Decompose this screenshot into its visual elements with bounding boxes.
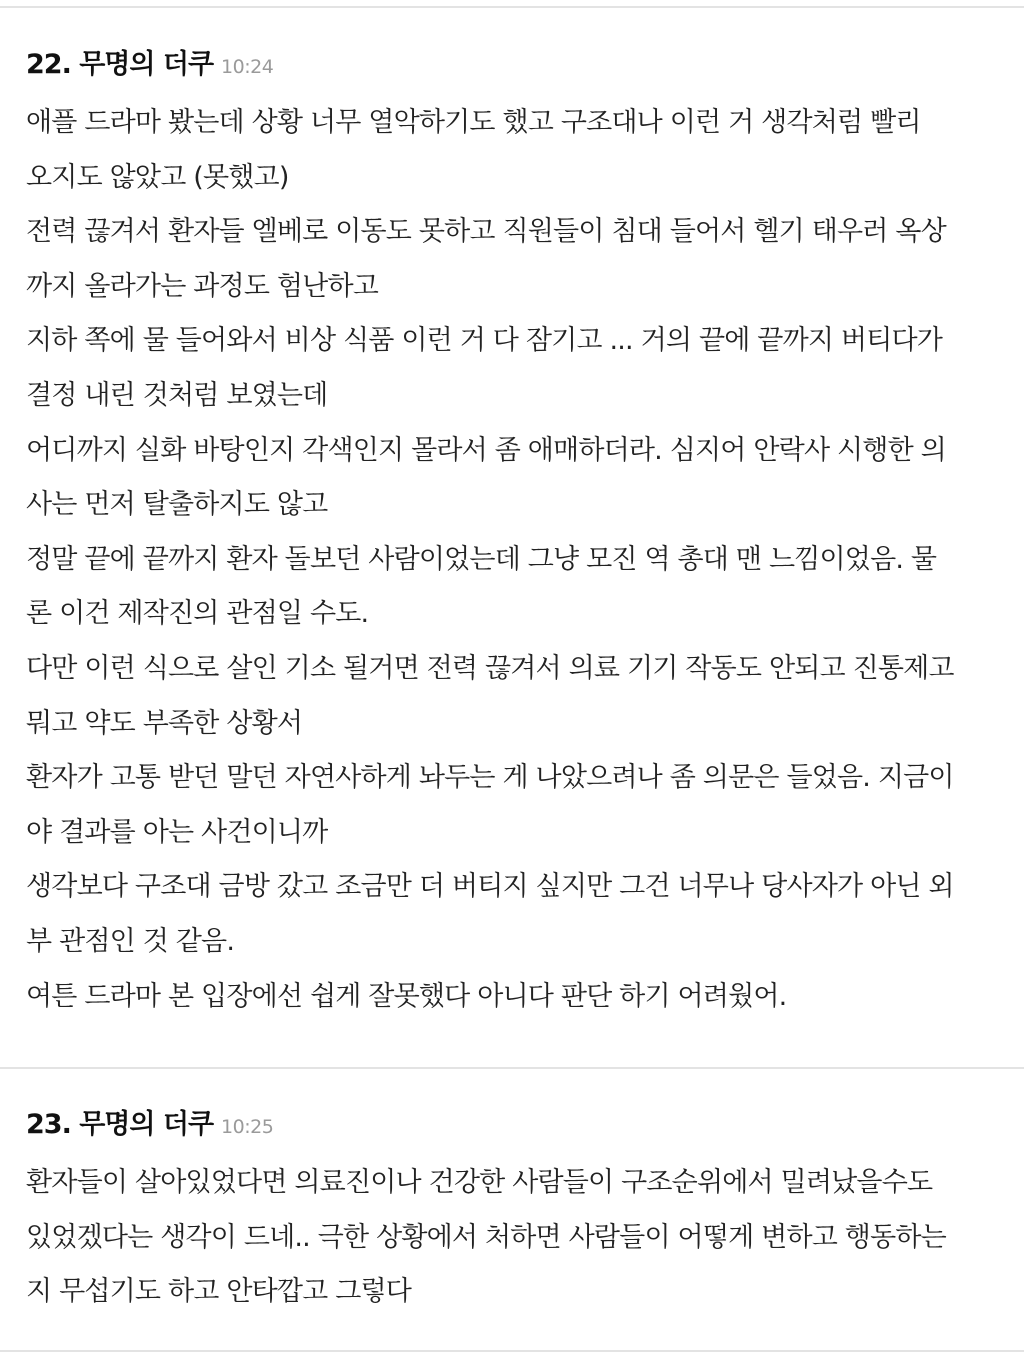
comment-time: 10:25 [221, 1116, 274, 1138]
comment-line: 정말 끝에 끝까지 환자 돌보던 사람이었는데 그냥 모진 역 총대 맨 느낌이었음. 물 [26, 543, 937, 575]
comment-time: 10:24 [221, 56, 274, 78]
comment-body [26, 96, 1006, 1024]
comment-line: 부 관점인 것 같음. [26, 925, 235, 957]
comment-line: 전력 끊겨서 환자들 엘베로 이동도 못하고 직원들이 침대 들어서 헬기 태우러 옥상 [26, 216, 946, 248]
comment-header [26, 42, 1006, 82]
comment-line: 뭐고 약도 부족한 상황서 [26, 707, 303, 739]
comment-23 [26, 1102, 1006, 1320]
comment-body [26, 1156, 1006, 1320]
comment-line: 론 이건 제작진의 관점일 수도. [26, 598, 369, 630]
comment-line: 애플 드라마 봤는데 상황 너무 열악하기도 했고 구조대나 이런 거 생각처럼 빨리 [26, 107, 921, 138]
comment-22 [26, 42, 1006, 1024]
comment-line: 지하 쪽에 물 들어와서 비상 식품 이런 거 다 잠기고 ... 거의 끝에 끝까지 버티다가 [26, 325, 943, 357]
comment-line: 있었겠다는 생각이 드네.. 극한 상황에서 처하면 사람들이 어떻게 변하고 행동하는 [26, 1221, 946, 1253]
comment-line: 결정 내린 것처럼 보였는데 [26, 379, 328, 411]
comment-line: 환자가 고통 받던 말던 자연사하게 놔두는 게 나았으려나 좀 의문은 들었음. 지금이 [26, 762, 954, 794]
comment-line: 환자들이 살아있었다면 의료진이나 건강한 사람들이 구조순위에서 밀려났을수도 [26, 1167, 933, 1198]
comment-author[interactable]: 22. 무명의 더쿠 [26, 49, 214, 80]
comment-line: 생각보다 구조대 금방 갔고 조금만 더 버티지 싶지만 그건 너무나 당사자가 아닌 외 [26, 871, 954, 903]
comment-line: 지 무섭기도 하고 안타깝고 그렇다 [26, 1276, 412, 1308]
comment-divider [0, 1067, 1024, 1069]
comment-line: 어디까지 실화 바탕인지 각색인지 몰라서 좀 애매하더라. 심지어 안락사 시행한 의 [26, 434, 946, 466]
comment-header [26, 1102, 1006, 1142]
comment-author[interactable]: 23. 무명의 더쿠 [26, 1109, 214, 1140]
comment-line: 사는 먼저 탈출하지도 않고 [26, 489, 328, 521]
bottom-divider [0, 1350, 1024, 1352]
comment-line: 오지도 않았고 (못했고) [26, 161, 289, 193]
comment-line: 야 결과를 아는 사건이니까 [26, 816, 328, 848]
comment-line: 여튼 드라마 본 입장에선 쉽게 잘못했다 아니다 판단 하기 어려웠어. [26, 980, 787, 1012]
comment-line: 다만 이런 식으로 살인 기소 될거면 전력 끊겨서 의료 기기 작동도 안되고 진통제고 [26, 652, 954, 684]
comment-line: 까지 올라가는 과정도 험난하고 [26, 270, 379, 302]
top-divider [0, 6, 1024, 8]
